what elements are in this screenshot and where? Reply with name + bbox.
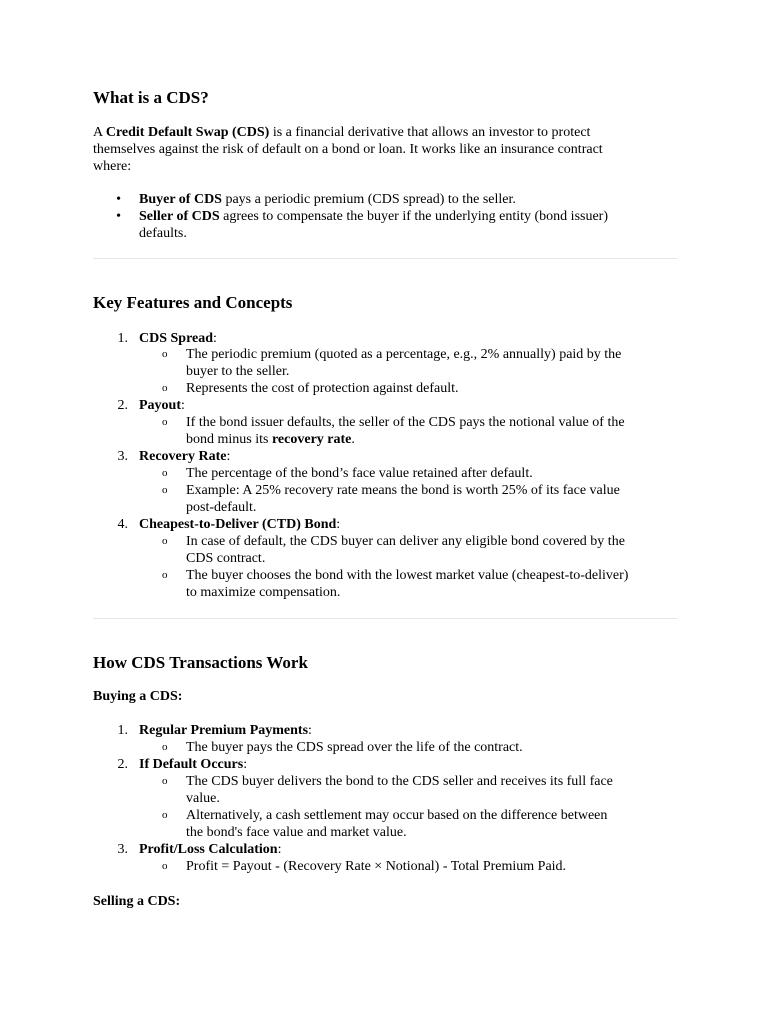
circle-marker: o <box>162 569 168 581</box>
list-item-recovery-rate <box>139 448 230 465</box>
sub-item: The periodic premium (quoted as a percentage, e.g., 2% annually) paid by the <box>186 347 622 362</box>
bullet-marker: • <box>116 192 121 207</box>
divider <box>93 258 677 259</box>
list-item-profit-loss <box>139 841 281 858</box>
divider <box>93 618 677 619</box>
list-item-term: Profit/Loss Calculation <box>139 842 278 857</box>
list-item-cds-spread <box>139 330 217 347</box>
circle-marker: o <box>162 467 168 479</box>
sub-item-cont: buyer to the seller. <box>186 364 290 379</box>
list-item-default-occurs <box>139 756 247 773</box>
list-item-term: If Default Occurs <box>139 757 244 772</box>
circle-marker: o <box>162 382 168 394</box>
circle-marker: o <box>162 775 168 787</box>
sub-item-cont: CDS contract. <box>186 551 266 566</box>
sub-item: In case of default, the CDS buyer can deliver any eligible bond covered by the <box>186 534 625 549</box>
bullet-marker: • <box>116 209 121 224</box>
section-title-key-features: Key Features and Concepts <box>93 293 293 312</box>
list-item-term: Payout <box>139 398 181 413</box>
sub-item: The percentage of the bond’s face value retained after default. <box>186 466 533 481</box>
sub-item: The CDS buyer delivers the bond to the CDS seller and receives its full face <box>186 774 613 789</box>
section-title-what-is-cds: What is a CDS? <box>93 88 209 107</box>
list-number: 3. <box>117 449 128 464</box>
section-title-how-cds-works: How CDS Transactions Work <box>93 653 308 672</box>
bullet-text: agrees to compensate the buyer if the underlying entity (bond issuer) <box>219 209 609 224</box>
list-number: 3. <box>117 842 128 857</box>
sub-item: The buyer chooses the bond with the lowest market value (cheapest-to-deliver) <box>186 568 629 583</box>
sub-item-text: bond minus its <box>186 432 272 447</box>
list-item-colon: : <box>243 757 248 772</box>
sub-item-cont <box>186 431 355 448</box>
sub-item-term: recovery rate <box>271 432 352 447</box>
sub-item: Alternatively, a cash settlement may occur based on the difference between <box>186 808 608 823</box>
bullet-text: pays a periodic premium (CDS spread) to the seller. <box>221 192 516 207</box>
sub-item-text: . <box>351 432 355 447</box>
subsection-title-buying: Buying a CDS: <box>93 689 183 704</box>
circle-marker: o <box>162 741 168 753</box>
bullet-buyer <box>139 191 516 208</box>
circle-marker: o <box>162 416 168 428</box>
circle-marker: o <box>162 484 168 496</box>
list-number: 2. <box>117 398 128 413</box>
intro-line-2: themselves against the risk of default on a bond or loan. It works like an insurance contract <box>93 142 603 157</box>
list-item-colon: : <box>336 517 341 532</box>
list-item-term: CDS Spread <box>139 331 214 346</box>
sub-item: The buyer pays the CDS spread over the life of the contract. <box>186 740 523 755</box>
list-item-premium-payments <box>139 722 312 739</box>
list-number: 1. <box>117 723 128 738</box>
intro-paragraph <box>93 124 677 175</box>
sub-item: Example: A 25% recovery rate means the bond is worth 25% of its face value <box>186 483 620 498</box>
sub-item-cont: post-default. <box>186 500 257 515</box>
list-item-colon: : <box>308 723 312 738</box>
list-number: 1. <box>117 331 128 346</box>
bullet-term: Seller of CDS <box>139 209 220 224</box>
bullet-seller <box>139 208 608 225</box>
sub-item: If the bond issuer defaults, the seller of the CDS pays the notional value of the <box>186 415 625 430</box>
bullet-seller-cont: defaults. <box>139 226 187 241</box>
bullet-term: Buyer of CDS <box>139 192 222 207</box>
list-item-colon: : <box>213 331 217 346</box>
intro-line-1 <box>93 124 677 141</box>
sub-item-cont: to maximize compensation. <box>186 585 341 600</box>
sub-item-cont: the bond's face value and market value. <box>186 825 407 840</box>
list-item-colon: : <box>181 398 185 413</box>
circle-marker: o <box>162 809 168 821</box>
list-item-term: Regular Premium Payments <box>139 723 309 738</box>
intro-text: A <box>93 125 106 140</box>
list-item-payout <box>139 397 185 414</box>
intro-text: is a financial derivative that allows an investor to protect <box>269 125 591 140</box>
sub-item: Represents the cost of protection against default. <box>186 381 459 396</box>
subsection-title-selling: Selling a CDS: <box>93 894 181 909</box>
list-item-colon: : <box>226 449 231 464</box>
list-item-term: Recovery Rate <box>139 449 227 464</box>
sub-item: Profit = Payout - (Recovery Rate × Notional) - Total Premium Paid. <box>186 859 567 874</box>
intro-term: Credit Default Swap (CDS) <box>105 125 270 140</box>
list-number: 2. <box>117 757 128 772</box>
list-item-colon: : <box>277 842 282 857</box>
list-item-term: Cheapest-to-Deliver (CTD) Bond <box>139 517 337 532</box>
sub-item-cont: value. <box>186 791 220 806</box>
circle-marker: o <box>162 535 168 547</box>
list-item-ctd-bond <box>139 516 340 533</box>
circle-marker: o <box>162 860 168 872</box>
intro-line-3: where: <box>93 159 132 174</box>
circle-marker: o <box>162 348 168 360</box>
list-number: 4. <box>117 517 128 532</box>
